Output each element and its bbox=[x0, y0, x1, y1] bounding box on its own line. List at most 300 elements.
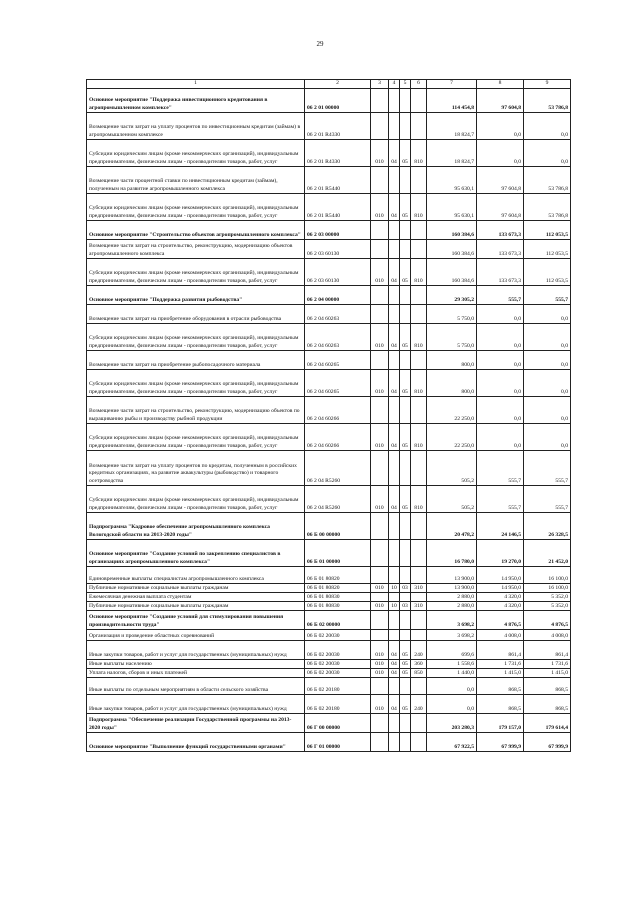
row-subsection-cell bbox=[400, 733, 411, 752]
row-amount-2-cell: 133 673,3 bbox=[477, 259, 524, 286]
table-row bbox=[87, 324, 571, 351]
row-section-cell bbox=[389, 351, 400, 370]
row-amount-3-cell: 861,4 bbox=[524, 641, 571, 660]
row-amount-1-cell: 160 384,6 bbox=[427, 221, 477, 240]
row-name-cell: Возмещение части затрат на приобретение оборудования в отрасли рыбоводства bbox=[87, 305, 305, 324]
row-amount-2-cell: 133 673,3 bbox=[477, 221, 524, 240]
row-amount-2-cell: 555,7 bbox=[477, 286, 524, 305]
row-amount-3-cell: 0,0 bbox=[524, 397, 571, 424]
row-subsection-cell: 05 bbox=[400, 486, 411, 513]
row-amount-3-cell: 868,5 bbox=[524, 695, 571, 714]
table-row bbox=[87, 593, 571, 602]
row-code-cell: 06 Г 01 00000 bbox=[305, 733, 371, 752]
row-expense-type-cell bbox=[411, 221, 427, 240]
row-subsection-cell bbox=[400, 286, 411, 305]
row-amount-2-cell: 555,7 bbox=[477, 451, 524, 486]
row-amount-2-cell: 97 604,8 bbox=[477, 89, 524, 113]
row-section-cell bbox=[389, 567, 400, 584]
row-expense-type-cell bbox=[411, 513, 427, 540]
row-amount-2-cell: 19 270,0 bbox=[477, 540, 524, 567]
table-row bbox=[87, 167, 571, 194]
row-amount-2-cell: 14 950,0 bbox=[477, 567, 524, 584]
row-amount-3-cell: 112 053,5 bbox=[524, 240, 571, 259]
row-code-cell: 06 2 04 60265 bbox=[305, 351, 371, 370]
row-code-cell: 06 Б 01 80830 bbox=[305, 602, 371, 611]
row-amount-3-cell: 67 999,9 bbox=[524, 733, 571, 752]
row-agency-cell bbox=[371, 611, 389, 630]
table-row bbox=[87, 221, 571, 240]
row-name-cell: Субсидии юридическим лицам (кроме некоммерческих организаций), индивидуальным предпринимателям, физическим лицам - производителям товаров, работ, услуг bbox=[87, 259, 305, 286]
table-row bbox=[87, 602, 571, 611]
row-amount-1-cell: 95 630,1 bbox=[427, 167, 477, 194]
row-amount-3-cell: 112 053,5 bbox=[524, 221, 571, 240]
row-name-cell: Иные закупки товаров, работ и услуг для государственных (муниципальных) нужд bbox=[87, 695, 305, 714]
row-amount-2-cell: 861,4 bbox=[477, 641, 524, 660]
row-amount-3-cell: 4 876,5 bbox=[524, 611, 571, 630]
table-row bbox=[87, 259, 571, 286]
row-code-cell: 06 2 04 60263 bbox=[305, 324, 371, 351]
row-expense-type-cell bbox=[411, 240, 427, 259]
row-section-cell bbox=[389, 611, 400, 630]
row-section-cell bbox=[389, 733, 400, 752]
row-name-cell: Ежемесячная денежная выплата студентам bbox=[87, 593, 305, 602]
row-agency-cell bbox=[371, 397, 389, 424]
row-code-cell: 06 2 03 60130 bbox=[305, 259, 371, 286]
row-code-cell: 06 2 03 00000 bbox=[305, 221, 371, 240]
row-amount-3-cell: 53 786,8 bbox=[524, 167, 571, 194]
table-row bbox=[87, 397, 571, 424]
row-expense-type-cell bbox=[411, 167, 427, 194]
row-amount-1-cell: 22 250,0 bbox=[427, 397, 477, 424]
row-section-cell bbox=[389, 540, 400, 567]
row-section-cell: 04 bbox=[389, 660, 400, 669]
row-agency-cell bbox=[371, 714, 389, 733]
row-amount-2-cell: 0,0 bbox=[477, 351, 524, 370]
row-section-cell bbox=[389, 714, 400, 733]
table-row bbox=[87, 695, 571, 714]
row-agency-cell: 010 bbox=[371, 259, 389, 286]
row-name-cell: Единовременные выплаты специалистам агропромышленного комплекса bbox=[87, 567, 305, 584]
row-amount-1-cell: 505,2 bbox=[427, 486, 477, 513]
row-amount-2-cell: 0,0 bbox=[477, 324, 524, 351]
row-code-cell: 06 2 01 R4330 bbox=[305, 113, 371, 140]
row-name-cell: Публичные нормативные социальные выплаты гражданам bbox=[87, 602, 305, 611]
table-row bbox=[87, 351, 571, 370]
row-amount-3-cell: 16 100,0 bbox=[524, 567, 571, 584]
row-expense-type-cell bbox=[411, 89, 427, 113]
row-expense-type-cell bbox=[411, 286, 427, 305]
row-amount-3-cell: 0,0 bbox=[524, 113, 571, 140]
row-amount-3-cell: 555,7 bbox=[524, 286, 571, 305]
table-row bbox=[87, 240, 571, 259]
column-header: 2 bbox=[305, 80, 371, 89]
row-subsection-cell: 05 bbox=[400, 194, 411, 221]
row-name-cell: Уплата налогов, сборов и иных платежей bbox=[87, 669, 305, 678]
row-subsection-cell bbox=[400, 89, 411, 113]
column-header: 1 bbox=[87, 80, 305, 89]
row-amount-2-cell: 133 673,3 bbox=[477, 240, 524, 259]
row-subsection-cell bbox=[400, 451, 411, 486]
row-subsection-cell: 05 bbox=[400, 370, 411, 397]
row-section-cell bbox=[389, 221, 400, 240]
row-amount-3-cell: 555,7 bbox=[524, 486, 571, 513]
row-name-cell: Иные выплаты населению bbox=[87, 660, 305, 669]
row-amount-1-cell: 0,0 bbox=[427, 678, 477, 695]
row-agency-cell bbox=[371, 221, 389, 240]
row-subsection-cell: 05 bbox=[400, 641, 411, 660]
row-expense-type-cell: 810 bbox=[411, 194, 427, 221]
row-amount-1-cell: 3 698,2 bbox=[427, 630, 477, 641]
row-amount-3-cell: 53 786,8 bbox=[524, 194, 571, 221]
row-amount-3-cell: 868,5 bbox=[524, 678, 571, 695]
table-row bbox=[87, 513, 571, 540]
row-agency-cell: 010 bbox=[371, 486, 389, 513]
row-section-cell: 04 bbox=[389, 370, 400, 397]
row-amount-2-cell: 4 876,5 bbox=[477, 611, 524, 630]
row-subsection-cell bbox=[400, 221, 411, 240]
row-section-cell bbox=[389, 167, 400, 194]
row-amount-2-cell: 14 950,0 bbox=[477, 584, 524, 593]
row-amount-3-cell: 5 352,0 bbox=[524, 593, 571, 602]
row-amount-1-cell: 699,6 bbox=[427, 641, 477, 660]
row-expense-type-cell bbox=[411, 611, 427, 630]
row-agency-cell bbox=[371, 630, 389, 641]
row-subsection-cell bbox=[400, 678, 411, 695]
row-amount-2-cell: 0,0 bbox=[477, 397, 524, 424]
row-amount-3-cell: 0,0 bbox=[524, 305, 571, 324]
row-agency-cell bbox=[371, 593, 389, 602]
row-name-cell: Субсидии юридическим лицам (кроме некоммерческих организаций), индивидуальным предпринимателям, физическим лицам - производителям товаров, работ, услуг bbox=[87, 324, 305, 351]
row-subsection-cell: 05 bbox=[400, 669, 411, 678]
row-section-cell bbox=[389, 593, 400, 602]
row-agency-cell bbox=[371, 678, 389, 695]
row-amount-2-cell: 0,0 bbox=[477, 305, 524, 324]
row-section-cell: 04 bbox=[389, 695, 400, 714]
row-code-cell: 06 Б 02 20030 bbox=[305, 660, 371, 669]
row-agency-cell: 010 bbox=[371, 324, 389, 351]
row-amount-1-cell: 13 900,0 bbox=[427, 584, 477, 593]
column-header: 8 bbox=[477, 80, 524, 89]
row-subsection-cell: 05 bbox=[400, 424, 411, 451]
table-row bbox=[87, 89, 571, 113]
row-code-cell: 06 Б 00 00000 bbox=[305, 513, 371, 540]
row-code-cell: 06 Б 01 80820 bbox=[305, 584, 371, 593]
row-amount-1-cell: 95 630,1 bbox=[427, 194, 477, 221]
row-expense-type-cell bbox=[411, 733, 427, 752]
row-agency-cell: 010 bbox=[371, 140, 389, 167]
row-amount-1-cell: 2 880,0 bbox=[427, 593, 477, 602]
row-expense-type-cell: 850 bbox=[411, 669, 427, 678]
row-agency-cell bbox=[371, 513, 389, 540]
row-amount-2-cell: 4 320,0 bbox=[477, 593, 524, 602]
row-name-cell: Основное мероприятие "Поддержка развития рыбоводства" bbox=[87, 286, 305, 305]
row-subsection-cell: 05 bbox=[400, 140, 411, 167]
row-expense-type-cell bbox=[411, 397, 427, 424]
table-row bbox=[87, 286, 571, 305]
budget-table bbox=[86, 79, 571, 752]
column-header: 6 bbox=[411, 80, 427, 89]
table-row bbox=[87, 140, 571, 167]
row-amount-1-cell: 20 478,2 bbox=[427, 513, 477, 540]
row-amount-3-cell: 0,0 bbox=[524, 370, 571, 397]
row-section-cell: 04 bbox=[389, 140, 400, 167]
row-name-cell: Основное мероприятие "Строительство объектов агропромышленного комплекса" bbox=[87, 221, 305, 240]
table-header-row bbox=[87, 80, 571, 89]
row-expense-type-cell: 810 bbox=[411, 259, 427, 286]
row-section-cell: 04 bbox=[389, 641, 400, 660]
row-amount-3-cell: 112 053,5 bbox=[524, 259, 571, 286]
table-row bbox=[87, 194, 571, 221]
row-code-cell: 06 2 01 00000 bbox=[305, 89, 371, 113]
row-amount-1-cell: 160 384,6 bbox=[427, 240, 477, 259]
row-section-cell bbox=[389, 305, 400, 324]
row-code-cell: 06 Б 02 20180 bbox=[305, 678, 371, 695]
row-amount-2-cell: 24 146,5 bbox=[477, 513, 524, 540]
row-agency-cell: 010 bbox=[371, 424, 389, 451]
row-amount-1-cell: 0,0 bbox=[427, 695, 477, 714]
row-agency-cell bbox=[371, 305, 389, 324]
row-amount-2-cell: 868,5 bbox=[477, 678, 524, 695]
row-amount-1-cell: 5 750,0 bbox=[427, 305, 477, 324]
row-name-cell: Подпрограмма "Кадровое обеспечение агропромышленного комплекса Вологодской области на 2013-2020 годы" bbox=[87, 513, 305, 540]
row-expense-type-cell: 310 bbox=[411, 602, 427, 611]
row-name-cell: Подпрограмма "Обеспечение реализации Государственной программы на 2013-2020 годы" bbox=[87, 714, 305, 733]
row-amount-1-cell: 5 750,0 bbox=[427, 324, 477, 351]
row-amount-1-cell: 13 900,0 bbox=[427, 567, 477, 584]
row-expense-type-cell: 810 bbox=[411, 324, 427, 351]
row-expense-type-cell bbox=[411, 113, 427, 140]
row-name-cell: Публичные нормативные социальные выплаты гражданам bbox=[87, 584, 305, 593]
row-subsection-cell bbox=[400, 513, 411, 540]
row-agency-cell bbox=[371, 167, 389, 194]
row-name-cell: Основное мероприятие "Поддержка инвестиционного кредитования в агропромышленном комплексе" bbox=[87, 89, 305, 113]
table-row bbox=[87, 660, 571, 669]
row-subsection-cell bbox=[400, 240, 411, 259]
row-subsection-cell: 05 bbox=[400, 324, 411, 351]
row-name-cell: Основное мероприятие "Создание условий для стимулирования повышения производительности труда" bbox=[87, 611, 305, 630]
row-code-cell: 06 2 01 R5440 bbox=[305, 194, 371, 221]
row-amount-2-cell: 97 604,8 bbox=[477, 194, 524, 221]
row-code-cell: 06 2 03 60130 bbox=[305, 240, 371, 259]
row-subsection-cell: 05 bbox=[400, 695, 411, 714]
row-subsection-cell bbox=[400, 351, 411, 370]
row-amount-1-cell: 18 824,7 bbox=[427, 113, 477, 140]
table-row bbox=[87, 669, 571, 678]
row-amount-3-cell: 0,0 bbox=[524, 424, 571, 451]
row-name-cell: Субсидии юридическим лицам (кроме некоммерческих организаций), индивидуальным предпринимателям, физическим лицам - производителям товаров, работ, услуг bbox=[87, 194, 305, 221]
row-amount-2-cell: 179 157,0 bbox=[477, 714, 524, 733]
row-name-cell: Иные выплаты по отдельным мероприятиям в области сельского хозяйства bbox=[87, 678, 305, 695]
table-row bbox=[87, 611, 571, 630]
row-code-cell: 06 Б 02 20030 bbox=[305, 641, 371, 660]
row-subsection-cell bbox=[400, 611, 411, 630]
row-amount-3-cell: 5 352,0 bbox=[524, 602, 571, 611]
row-agency-cell: 010 bbox=[371, 641, 389, 660]
row-section-cell: 04 bbox=[389, 259, 400, 286]
row-code-cell: 06 2 01 R5440 bbox=[305, 167, 371, 194]
table-row bbox=[87, 714, 571, 733]
row-code-cell: 06 Б 02 20030 bbox=[305, 669, 371, 678]
row-name-cell: Субсидии юридическим лицам (кроме некоммерческих организаций), индивидуальным предпринимателям, физическим лицам - производителям товаров, работ, услуг bbox=[87, 140, 305, 167]
row-section-cell bbox=[389, 89, 400, 113]
row-section-cell bbox=[389, 240, 400, 259]
row-subsection-cell bbox=[400, 397, 411, 424]
row-amount-3-cell: 1 731,6 bbox=[524, 660, 571, 669]
table-row bbox=[87, 630, 571, 641]
column-header: 3 bbox=[371, 80, 389, 89]
row-expense-type-cell: 810 bbox=[411, 424, 427, 451]
row-name-cell: Иные закупки товаров, работ и услуг для государственных (муниципальных) нужд bbox=[87, 641, 305, 660]
row-subsection-cell: 05 bbox=[400, 660, 411, 669]
table-row bbox=[87, 733, 571, 752]
row-expense-type-cell: 360 bbox=[411, 660, 427, 669]
row-amount-3-cell: 555,7 bbox=[524, 451, 571, 486]
row-amount-3-cell: 21 452,0 bbox=[524, 540, 571, 567]
row-agency-cell: 010 bbox=[371, 370, 389, 397]
row-subsection-cell bbox=[400, 593, 411, 602]
table-row bbox=[87, 584, 571, 593]
row-amount-1-cell: 22 250,0 bbox=[427, 424, 477, 451]
row-expense-type-cell: 810 bbox=[411, 140, 427, 167]
row-section-cell bbox=[389, 678, 400, 695]
row-name-cell: Организация и проведение областных соревнований bbox=[87, 630, 305, 641]
row-code-cell: 06 2 04 00000 bbox=[305, 286, 371, 305]
row-amount-1-cell: 160 384,6 bbox=[427, 259, 477, 286]
row-expense-type-cell bbox=[411, 593, 427, 602]
row-amount-1-cell: 800,0 bbox=[427, 351, 477, 370]
row-subsection-cell bbox=[400, 567, 411, 584]
row-section-cell bbox=[389, 113, 400, 140]
table-row bbox=[87, 424, 571, 451]
row-amount-3-cell: 179 614,4 bbox=[524, 714, 571, 733]
row-agency-cell bbox=[371, 451, 389, 486]
row-expense-type-cell: 310 bbox=[411, 584, 427, 593]
row-amount-3-cell: 0,0 bbox=[524, 324, 571, 351]
row-subsection-cell bbox=[400, 113, 411, 140]
row-name-cell: Возмещение части затрат на уплату процентов по инвестиционным кредитам (займам) в агропромышленном комплексе bbox=[87, 113, 305, 140]
row-amount-3-cell: 26 328,5 bbox=[524, 513, 571, 540]
row-code-cell: 06 2 04 R5260 bbox=[305, 486, 371, 513]
row-section-cell: 04 bbox=[389, 424, 400, 451]
row-section-cell bbox=[389, 630, 400, 641]
row-section-cell bbox=[389, 513, 400, 540]
row-agency-cell bbox=[371, 286, 389, 305]
row-amount-3-cell: 53 786,8 bbox=[524, 89, 571, 113]
row-expense-type-cell bbox=[411, 305, 427, 324]
page-number: 29 bbox=[316, 40, 324, 48]
row-amount-1-cell: 1 558,6 bbox=[427, 660, 477, 669]
row-section-cell: 04 bbox=[389, 486, 400, 513]
row-expense-type-cell bbox=[411, 451, 427, 486]
row-code-cell: 06 Б 02 20180 bbox=[305, 695, 371, 714]
row-amount-1-cell: 203 280,3 bbox=[427, 714, 477, 733]
column-header: 9 bbox=[524, 80, 571, 89]
row-amount-2-cell: 67 999,9 bbox=[477, 733, 524, 752]
row-subsection-cell bbox=[400, 167, 411, 194]
table-row bbox=[87, 370, 571, 397]
row-agency-cell: 010 bbox=[371, 695, 389, 714]
row-name-cell: Основное мероприятие "Выполнение функций государственными органами" bbox=[87, 733, 305, 752]
row-code-cell: 06 2 01 R4330 bbox=[305, 140, 371, 167]
row-expense-type-cell bbox=[411, 714, 427, 733]
row-subsection-cell bbox=[400, 305, 411, 324]
row-amount-1-cell: 1 440,0 bbox=[427, 669, 477, 678]
row-agency-cell bbox=[371, 567, 389, 584]
row-code-cell: 06 Б 02 20030 bbox=[305, 630, 371, 641]
row-section-cell: 04 bbox=[389, 669, 400, 678]
table-row bbox=[87, 641, 571, 660]
row-amount-1-cell: 67 922,5 bbox=[427, 733, 477, 752]
row-amount-2-cell: 1 415,0 bbox=[477, 669, 524, 678]
row-expense-type-cell bbox=[411, 567, 427, 584]
row-section-cell: 10 bbox=[389, 602, 400, 611]
column-header: 4 bbox=[389, 80, 400, 89]
row-expense-type-cell bbox=[411, 540, 427, 567]
row-amount-2-cell: 4 008,0 bbox=[477, 630, 524, 641]
row-agency-cell: 010 bbox=[371, 669, 389, 678]
row-code-cell: 06 Б 01 00000 bbox=[305, 540, 371, 567]
row-expense-type-cell bbox=[411, 678, 427, 695]
row-subsection-cell: 05 bbox=[400, 259, 411, 286]
table-row bbox=[87, 540, 571, 567]
row-amount-2-cell: 4 320,0 bbox=[477, 602, 524, 611]
row-subsection-cell bbox=[400, 714, 411, 733]
column-header: 5 bbox=[400, 80, 411, 89]
row-agency-cell: 010 bbox=[371, 660, 389, 669]
row-amount-2-cell: 868,5 bbox=[477, 695, 524, 714]
row-amount-1-cell: 800,0 bbox=[427, 370, 477, 397]
row-agency-cell bbox=[371, 113, 389, 140]
row-name-cell: Возмещение части затрат на приобретение рыбопосадочного материала bbox=[87, 351, 305, 370]
row-agency-cell: 010 bbox=[371, 602, 389, 611]
row-amount-3-cell: 16 100,0 bbox=[524, 584, 571, 593]
row-name-cell: Субсидии юридическим лицам (кроме некоммерческих организаций), индивидуальным предпринимателям, физическим лицам - производителям товаров, работ, услуг bbox=[87, 370, 305, 397]
row-expense-type-cell: 240 bbox=[411, 641, 427, 660]
row-agency-cell: 010 bbox=[371, 584, 389, 593]
row-agency-cell bbox=[371, 540, 389, 567]
table-row bbox=[87, 113, 571, 140]
row-code-cell: 06 2 04 60265 bbox=[305, 370, 371, 397]
row-code-cell: 06 Г 00 00000 bbox=[305, 714, 371, 733]
row-subsection-cell bbox=[400, 630, 411, 641]
row-amount-1-cell: 3 698,2 bbox=[427, 611, 477, 630]
row-amount-2-cell: 0,0 bbox=[477, 113, 524, 140]
row-amount-2-cell: 555,7 bbox=[477, 486, 524, 513]
row-code-cell: 06 Б 01 80830 bbox=[305, 593, 371, 602]
row-agency-cell bbox=[371, 240, 389, 259]
row-section-cell: 04 bbox=[389, 324, 400, 351]
row-amount-2-cell: 0,0 bbox=[477, 424, 524, 451]
row-section-cell bbox=[389, 286, 400, 305]
row-amount-2-cell: 0,0 bbox=[477, 370, 524, 397]
row-code-cell: 06 2 04 R5260 bbox=[305, 451, 371, 486]
row-expense-type-cell bbox=[411, 630, 427, 641]
row-amount-3-cell: 0,0 bbox=[524, 351, 571, 370]
row-name-cell: Основное мероприятие "Создание условий по закреплению специалистов в организациях агропромышленного комплекса" bbox=[87, 540, 305, 567]
row-amount-1-cell: 505,2 bbox=[427, 451, 477, 486]
row-name-cell: Возмещение части затрат на строительство, реконструкцию, модернизацию объектов агропромышленного комплекса bbox=[87, 240, 305, 259]
row-agency-cell: 010 bbox=[371, 194, 389, 221]
table-row bbox=[87, 486, 571, 513]
row-name-cell: Возмещение части процентной ставки по инвестиционным кредитам (займам), полученным на развитие агропромышленного комплекса bbox=[87, 167, 305, 194]
row-expense-type-cell: 240 bbox=[411, 695, 427, 714]
row-amount-2-cell: 97 604,8 bbox=[477, 167, 524, 194]
row-subsection-cell bbox=[400, 540, 411, 567]
row-subsection-cell: 03 bbox=[400, 602, 411, 611]
row-subsection-cell: 03 bbox=[400, 584, 411, 593]
row-amount-1-cell: 16 780,0 bbox=[427, 540, 477, 567]
row-expense-type-cell bbox=[411, 351, 427, 370]
